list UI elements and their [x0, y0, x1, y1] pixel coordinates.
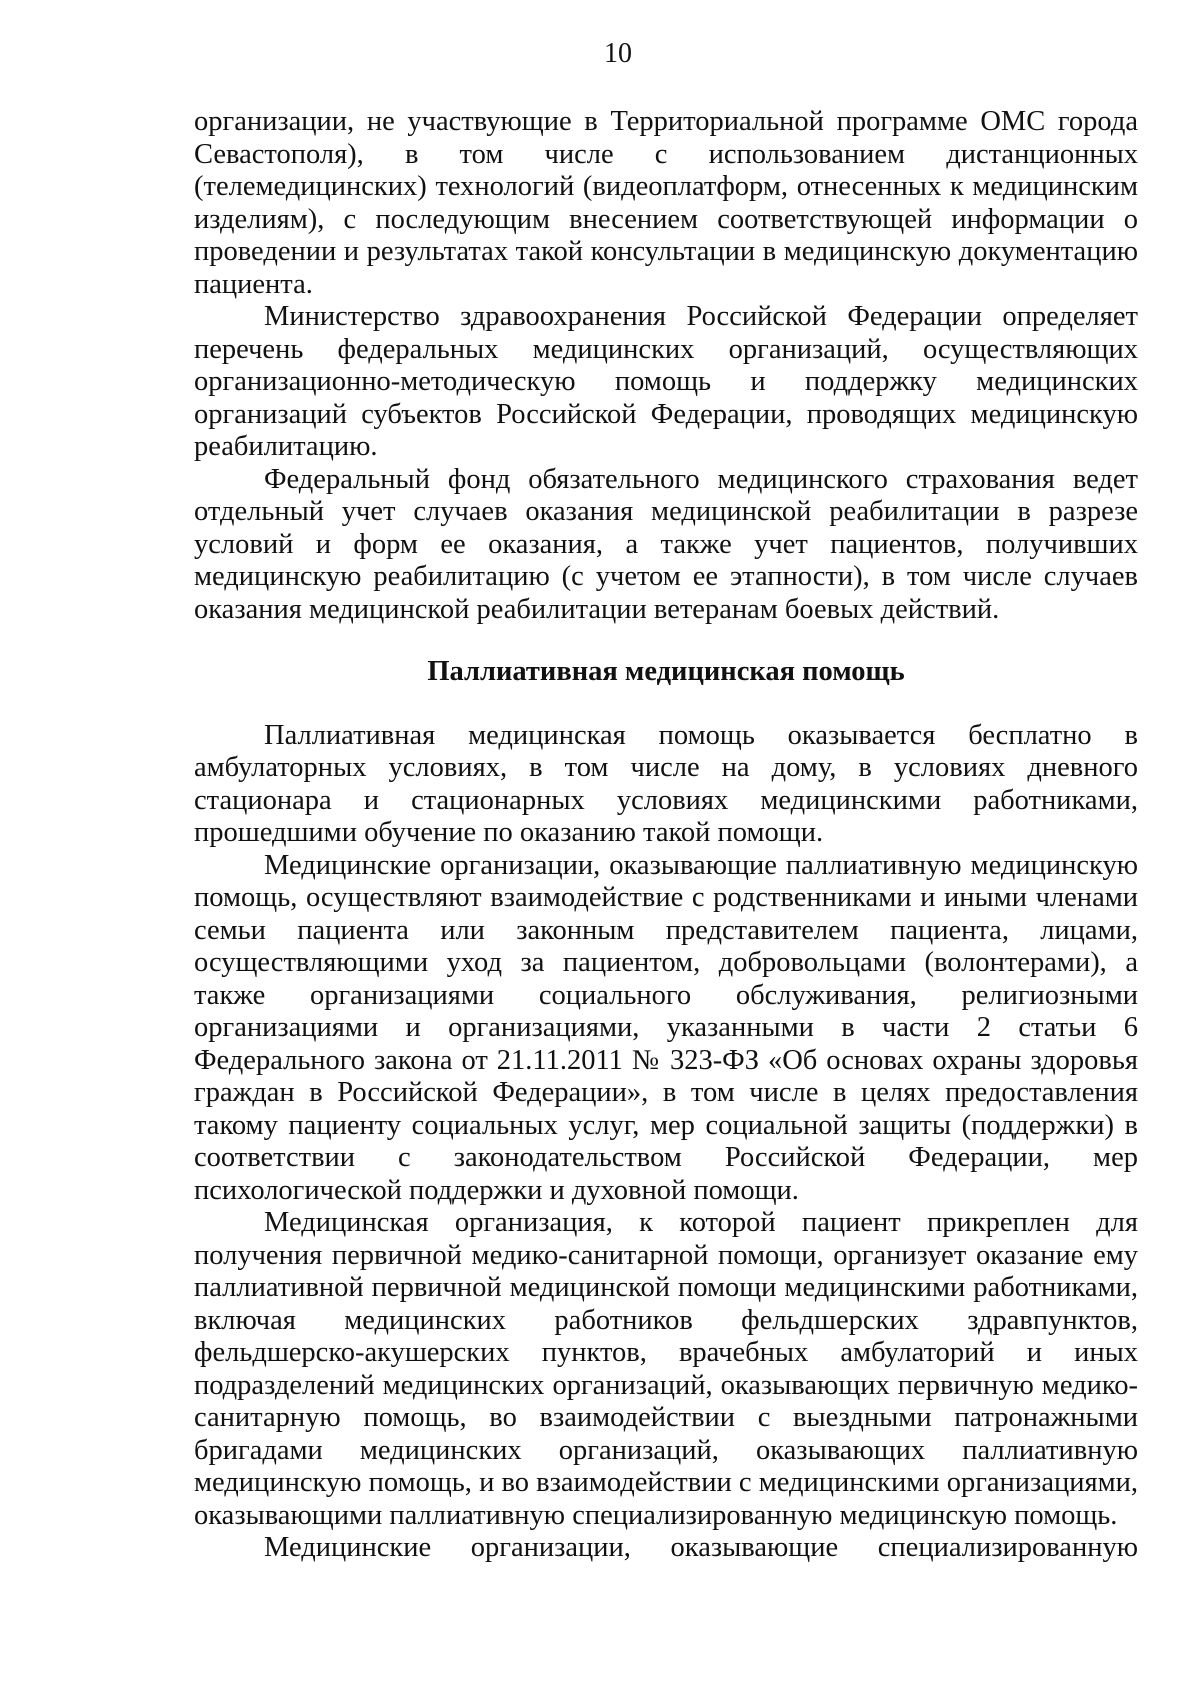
- paragraph-interaction: Медицинские организации, оказывающие паллиативную медицинскую помощь, осуществляют взаимодействие с родственниками и иными членами семьи пациента или законным представителем пациента, лицами, осуществляющими уход за пациентом, добровольцами (волонтерами), а также организациями социального обслуживания, религиозными организациями и организациями, указанными в части 2 статьи 6 Федерального закона от 21.11.2011 № 323-ФЗ «Об основах охраны здоровья граждан в Российской Федерации», в том числе в целях предоставления такому пациенту социальных услуг, мер социальной защиты (поддержки) в соответствии с законодательством Российской Федерации, мер психологической поддержки и духовной помощи.: [194, 849, 1138, 1206]
- paragraph-ministry-list: Министерство здравоохранения Российской Федерации определяет перечень федеральных медицинских организаций, осуществляющих организационно-методическую помощь и поддержку медицинских организаций субъектов Российской Федерации, проводящих медицинскую реабилитацию.: [194, 301, 1138, 462]
- paragraph-primary-care: Медицинская организация, к которой пациент прикреплен для получения первичной медико-санитарной помощи, организует оказание ему паллиативной первичной медицинской помощи медицинскими работниками, включая медицинских работников фельдшерских здравпунктов, фельдшерско-акушерских пунктов, врачебных амбулаторий и иных подразделений медицинских организаций, оказывающих первичную медико-санитарную помощь, во взаимодействии с выездными патронажными бригадами медицинских организаций, оказывающих паллиативную медицинскую помощь, и во взаимодействии с медицинскими организациями, оказывающими паллиативную специализированную медицинскую помощь.: [194, 1207, 1138, 1531]
- section-heading: Паллиативная медицинская помощь: [427, 656, 905, 687]
- paragraph-specialized-start: Медицинские организации, оказывающие специализированную: [264, 1532, 1138, 1563]
- paragraph-federal-fund: Федеральный фонд обязательного медицинского страхования ведет отдельный учет случаев оказания медицинской реабилитации в разрезе условий и форм ее оказания, а также учет пациентов, получивших медицинскую реабилитацию (с учетом ее этапности), в том числе случаев оказания медицинской реабилитации ветеранам боевых действий.: [194, 463, 1138, 625]
- page-number: 10: [604, 38, 632, 69]
- paragraph-continuation: организации, не участвующие в Территориальной программе ОМС города Севастополя), в том числе с использованием дистанционных (телемедицинских) технологий (видеоплатформ, отнесенных к медицинским изделиям), с последующим внесением соответствующей информации о проведении и результатах такой консультации в медицинскую документацию пациента.: [194, 106, 1138, 300]
- document-body: [194, 106, 1138, 1565]
- paragraph-palliative-free: Паллиативная медицинская помощь оказывается бесплатно в амбулаторных условиях, в том числе на дому, в условиях дневного стационара и стационарных условиях медицинскими работниками, прошедшими обучение по оказанию такой помощи.: [194, 719, 1138, 848]
